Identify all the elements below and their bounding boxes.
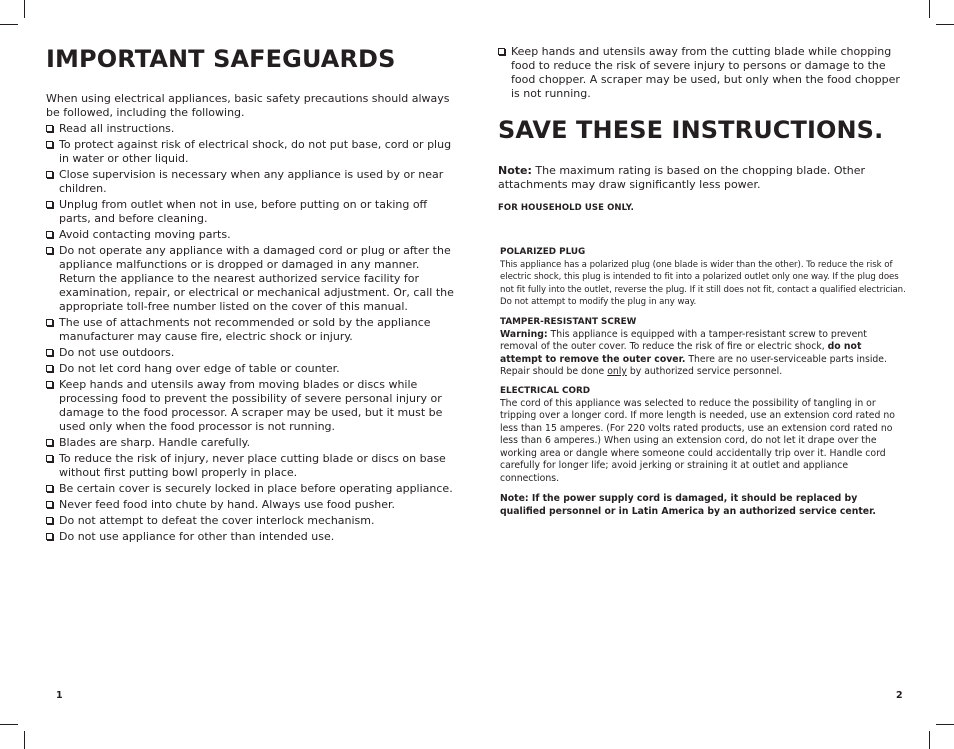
list-item-text: Keep hands and utensils away from the cutting blade while chopping food to reduce the risk of severe injury to persons or damage to the food chopper. A scraper may be used, but only when the food chopper is not running. [511, 45, 900, 100]
list-item-text: Do not use appliance for other than intended use. [59, 530, 335, 543]
safeguards-list [46, 122, 454, 546]
crop-mark-bottom-right-v [929, 731, 930, 749]
list-item-text: Do not let cord hang over edge of table or counter. [59, 362, 340, 375]
electrical-cord-section [500, 385, 906, 485]
crop-mark-bottom-left-v [24, 731, 25, 749]
checkbox-icon [46, 533, 53, 540]
checkbox-icon [46, 171, 53, 178]
tamper-screw-section [500, 316, 906, 379]
list-item-text: Do not attempt to defeat the cover interlock mechanism. [59, 514, 375, 527]
list-item-text: To reduce the risk of injury, never place cutting blade or discs on base without first putting bowl properly in place. [59, 452, 446, 479]
tamper-text-1: This appliance is equipped with a tamper-resistant screw to prevent removal of the outer cover. To reduce the risk of fire or electric shock, [500, 328, 867, 352]
checkbox-icon [46, 247, 53, 254]
list-item [46, 514, 454, 528]
list-item [46, 378, 454, 434]
list-item-text: To protect against risk of electrical shock, do not put base, cord or plug in water or other liquid. [59, 138, 452, 165]
list-item [46, 138, 454, 166]
tamper-text-3: by authorized service personnel. [626, 366, 783, 377]
crop-mark-bottom-left-h [0, 724, 18, 725]
power-cord-note: Note: If the power supply cord is damaged, it should be replaced by qualified personnel or in Latin America by an authorized service center. [500, 493, 876, 517]
list-item-text: Read all instructions. [59, 122, 175, 135]
crop-mark-top-right-h [936, 24, 954, 25]
checkbox-icon [46, 455, 53, 462]
electrical-cord-text: The cord of this appliance was selected to reduce the possibility of tangling in or tripping over a longer cord. If more length is needed, use an extension cord rated no less than 15 amperes. (For 220 volts rated products, use an extension cord rated no less than 6 amperes.) When using an extension cord, do not let it drape over the working area or dangle where someone could accidentally trip over it. Handle cord carefully for longer life; avoid jerking or straining it at outlet and appliance connections. [500, 397, 895, 484]
list-item [46, 530, 454, 544]
list-item [46, 168, 454, 196]
tamper-bold-text: do not attempt to remove the outer cover. [500, 341, 862, 365]
note-text: The maximum rating is based on the chopping blade. Other attachments may draw significantly less power. [498, 164, 866, 191]
crop-mark-top-left-h [0, 24, 18, 25]
page-title-important-safeguards: IMPORTANT SAFEGUARDS [46, 45, 396, 73]
list-item-text: The use of attachments not recommended or sold by the appliance manufacturer may cause fire, electric shock or injury. [59, 316, 431, 343]
list-item [46, 198, 454, 226]
list-item [46, 244, 454, 314]
checkbox-icon [46, 319, 53, 326]
checkbox-icon [46, 201, 53, 208]
list-item [46, 316, 454, 344]
checkbox-icon [46, 439, 53, 446]
page-title-save-instructions: SAVE THESE INSTRUCTIONS. [498, 116, 884, 144]
list-item-text: Blades are sharp. Handle carefully. [59, 436, 251, 449]
tamper-screw-heading: TAMPER-RESISTANT SCREW [500, 317, 637, 327]
checkbox-icon [46, 125, 53, 132]
only-underlined: only [607, 366, 627, 377]
checkbox-icon [498, 48, 505, 55]
list-item-text: Keep hands and utensils away from moving blades or discs while processing food to prevent the possibility of severe personal injury or damage to the food processor. A scraper may be used, but it must be used only when the food processor is not running. [59, 378, 443, 433]
list-item-text: Do not operate any appliance with a damaged cord or plug or after the appliance malfunctions or is dropped or damaged in any manner. Return the appliance to the nearest authorized service facility for examination, repair, or electrical or mechanical adjustment. Or, call the appropriate toll-free number listed on the cover of this manual. [59, 244, 454, 313]
polarized-plug-text: This appliance has a polarized plug (one blade is wider than the other). To reduce the risk of electric shock, this plug is intended to fit into a polarized outlet only one way. If the plug does not fit fully into the outlet, reverse the plug. If it still does not fit, contact a qualified electrician. Do not attempt to modify the plug in any way. [500, 259, 906, 307]
list-item-text: Do not use outdoors. [59, 346, 175, 359]
list-item [46, 498, 454, 512]
checkbox-icon [46, 517, 53, 524]
tamper-text-2: There are no user-serviceable parts inside. Repair should be done [500, 353, 887, 377]
checkbox-icon [46, 349, 53, 356]
crop-mark-bottom-right-h [936, 724, 954, 725]
list-item [46, 362, 454, 376]
electrical-cord-heading: ELECTRICAL CORD [500, 386, 591, 396]
list-item [46, 228, 454, 242]
checkbox-icon [46, 141, 53, 148]
household-use-label: FOR HOUSEHOLD USE ONLY. [498, 203, 634, 213]
checkbox-icon [46, 231, 53, 238]
crop-mark-top-right-v [929, 0, 930, 18]
list-item-text: Be certain cover is securely locked in place before operating appliance. [59, 482, 453, 495]
list-item [498, 45, 904, 101]
list-item-text: Avoid contacting moving parts. [59, 228, 231, 241]
list-item-text: Unplug from outlet when not in use, before putting on or taking off parts, and before cleaning. [59, 198, 428, 225]
list-item [46, 346, 454, 360]
safeguards-list-continued [498, 45, 904, 103]
note-label: Note: [498, 164, 532, 177]
list-item [46, 452, 454, 480]
list-item-text: Close supervision is necessary when any appliance is used by or near children. [59, 168, 444, 195]
checkbox-icon [46, 365, 53, 372]
polarized-plug-heading: POLARIZED PLUG [500, 247, 586, 257]
page-number-right: 2 [896, 690, 903, 701]
polarized-plug-section [500, 246, 906, 309]
checkbox-icon [46, 501, 53, 508]
warning-label: Warning: [500, 328, 548, 340]
list-item [46, 482, 454, 496]
checkbox-icon [46, 485, 53, 492]
list-item [46, 436, 454, 450]
list-item [46, 122, 454, 136]
list-item-text: Never feed food into chute by hand. Always use food pusher. [59, 498, 396, 511]
intro-text: When using electrical appliances, basic safety precautions should always be followed, including the following. [46, 92, 450, 119]
checkbox-icon [46, 381, 53, 388]
page-number-left: 1 [56, 690, 63, 701]
crop-mark-top-left-v [24, 0, 25, 18]
rating-note [498, 164, 898, 192]
